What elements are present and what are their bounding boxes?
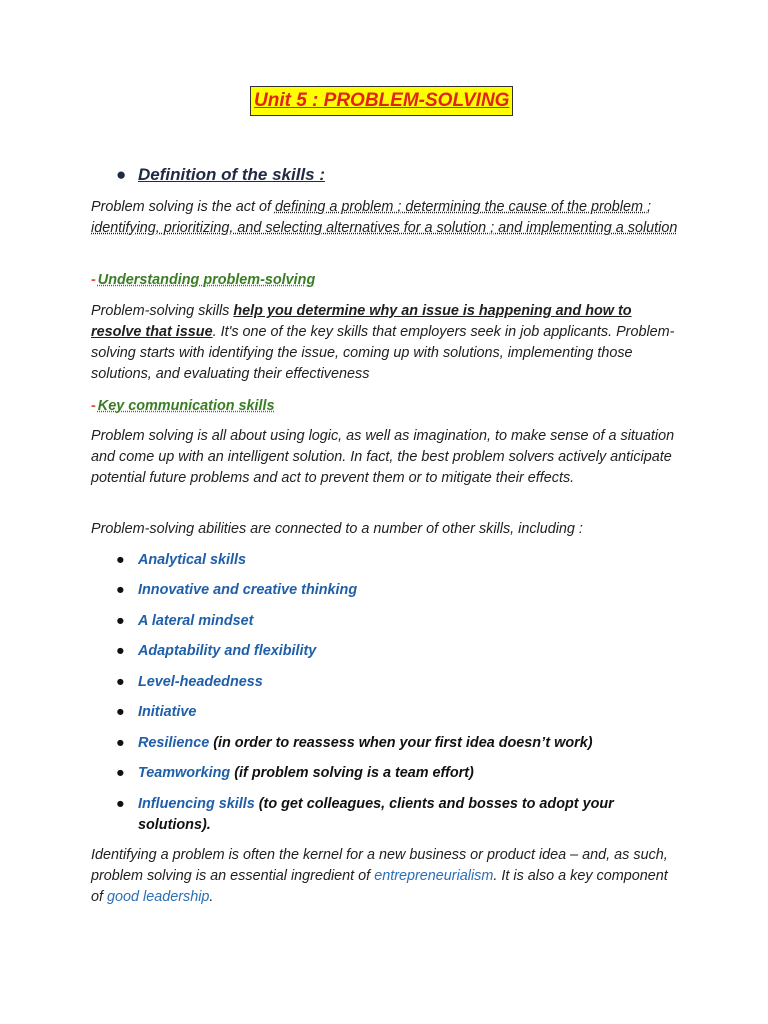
definition-intro: Problem solving is the act of: [91, 199, 275, 215]
page-title: Unit 5 : PROBLEM-SOLVING: [250, 86, 513, 116]
definition-heading-text: Definition of the skills :: [138, 165, 326, 184]
good-leadership-link[interactable]: good leadership: [107, 889, 210, 905]
bullet-icon: ●: [116, 613, 125, 629]
skill-name: A lateral mindset: [138, 613, 254, 629]
skill-list-item: [116, 550, 656, 571]
skill-list-item: [116, 580, 656, 601]
skill-note: (if problem solving is a team effort): [230, 765, 474, 781]
skill-list-item: [116, 763, 656, 784]
skill-name: Resilience: [138, 735, 210, 751]
skill-note: (in order to reassess when your first idea doesn’t work): [209, 735, 593, 751]
skill-list-item: [116, 702, 656, 723]
skill-name: Innovative and creative thinking: [138, 582, 358, 598]
definition-paragraph: [91, 197, 681, 239]
understanding-heading: [91, 270, 681, 291]
bullet-icon: ●: [116, 796, 125, 812]
bullet-icon: ●: [116, 165, 127, 184]
understanding-bold: help you determine why an issue is happening and how to resolve that issue: [91, 303, 632, 340]
entrepreneurialism-link[interactable]: entrepreneurialism: [374, 868, 494, 884]
skill-name: Influencing skills: [138, 796, 255, 812]
communication-paragraph-1: Problem solving is all about using logic, as well as imagination, to make sense of a situation and come up with an intelligent solution. In fact, the best problem solvers actively anticipate potential future problems and act to prevent them or to mitigate their effects.: [91, 428, 675, 486]
bullet-icon: ●: [116, 704, 125, 720]
closing-paragraph: [91, 845, 681, 908]
skill-list-item: [116, 794, 656, 836]
skill-name: Teamworking: [138, 765, 231, 781]
bullet-icon: ●: [116, 735, 125, 751]
communication-heading: [91, 396, 681, 417]
bullet-icon: ●: [116, 674, 125, 690]
skill-list-item: [116, 641, 656, 662]
communication-heading-text: Key communication skills: [97, 398, 275, 414]
skill-note: (to get colleagues, clients and bosses to adopt your solutions).: [138, 796, 614, 833]
skill-name: Analytical skills: [138, 552, 246, 568]
bullet-icon: ●: [116, 552, 125, 568]
understanding-heading-text: Understanding problem-solving: [97, 272, 316, 288]
closing-text-1: Identifying a problem is often the kernel for a new business or product idea – and, as such, problem solving is an essential ingredient of: [91, 847, 668, 884]
bullet-icon: ●: [116, 765, 125, 781]
closing-text-3: .: [209, 889, 214, 905]
understanding-intro: Problem-solving skills: [91, 303, 234, 319]
understanding-paragraph: [91, 301, 681, 385]
skill-name: Initiative: [138, 704, 197, 720]
understanding-rest: . It's one of the key skills that employers seek in job applicants. Problem-solving starts with identifying the issue, coming up with solutions, implementing those solutions, and evaluating their effectiveness: [91, 324, 675, 382]
dash-icon: -: [91, 398, 96, 414]
skill-name: Adaptability and flexibility: [138, 643, 317, 659]
definition-dotted-text: defining a problem ; determining the cause of the problem ; identifying, prioritizing, and selecting alternatives for a solution ; and implementing a solution: [91, 199, 678, 236]
bullet-icon: ●: [116, 643, 125, 659]
dash-icon: -: [91, 272, 96, 288]
communication-paragraph-2: Problem-solving abilities are connected to a number of other skills, including :: [91, 521, 583, 537]
skill-list-item: [116, 672, 656, 693]
skill-list-item: [116, 733, 656, 754]
skill-list-item: [116, 611, 656, 632]
skill-name: Level-headedness: [138, 674, 263, 690]
definition-heading: [116, 163, 325, 187]
closing-text-2: . It is also a key component of: [91, 868, 668, 905]
bullet-icon: ●: [116, 582, 125, 598]
